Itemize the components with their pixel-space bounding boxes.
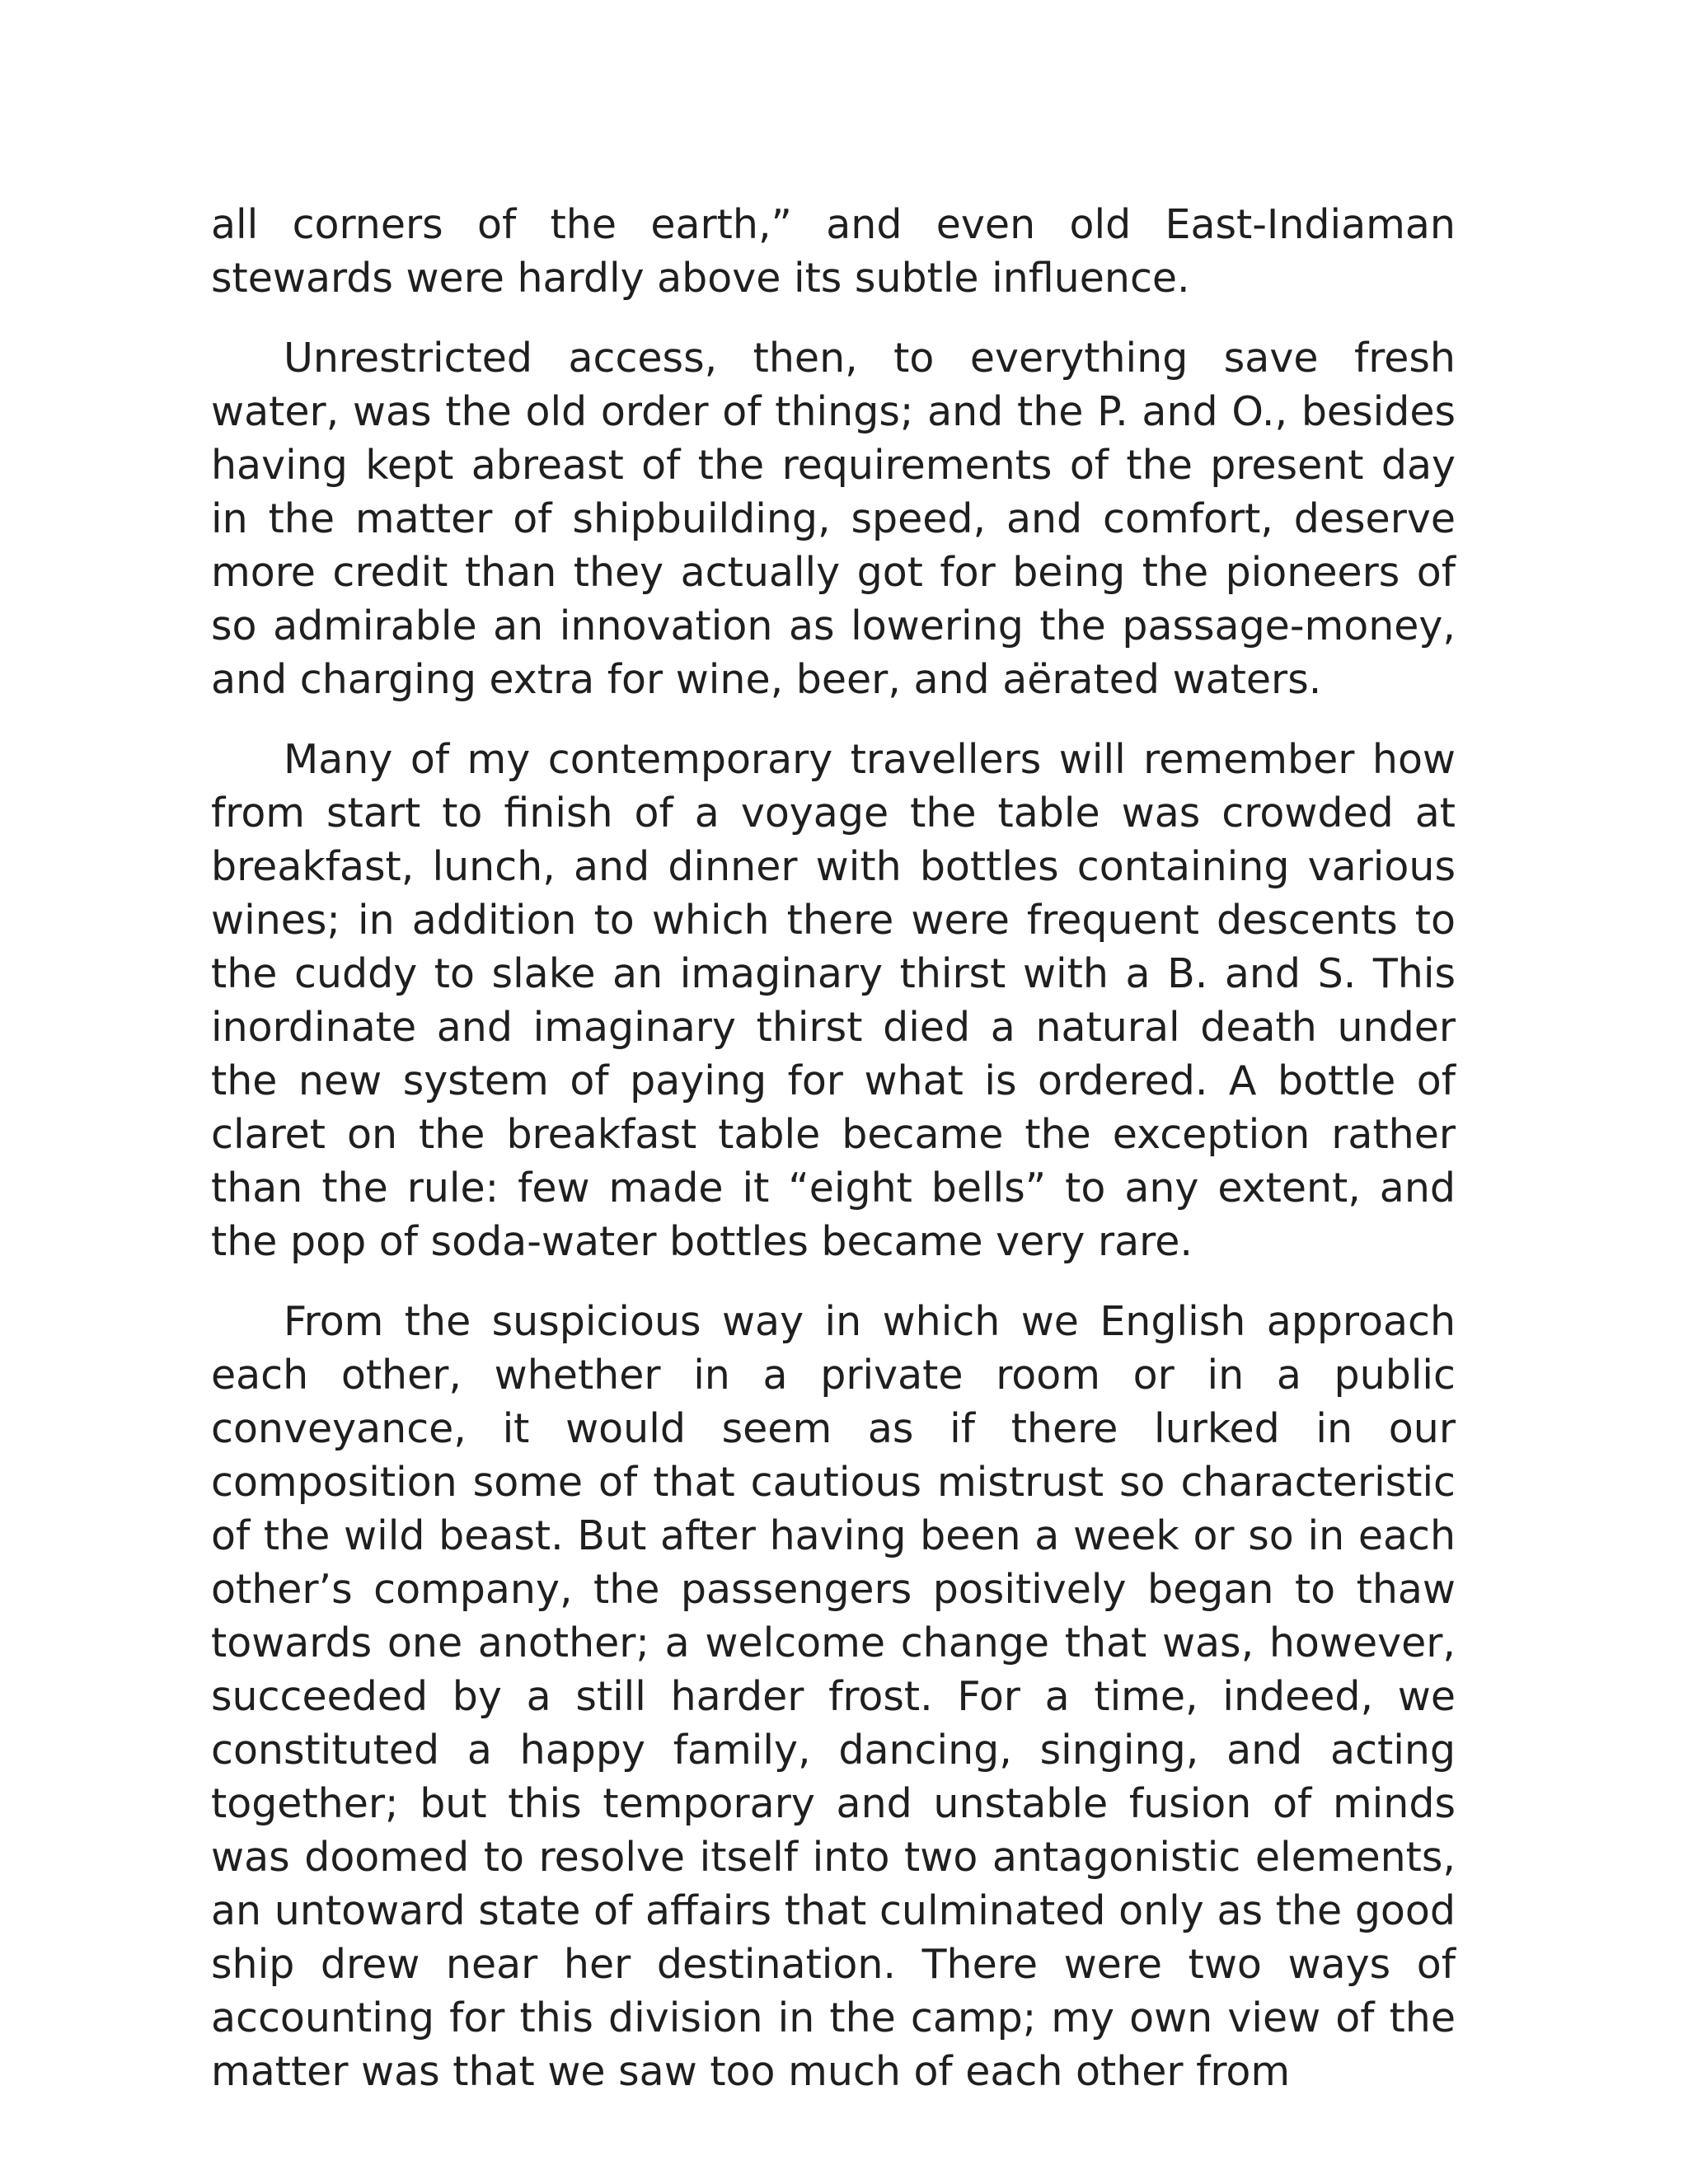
- paragraph-1: all corners of the earth,” and even old East-Indiaman stewards were hardly above its subtle influence.: [211, 201, 1456, 302]
- paragraph-2: Unrestricted access, then, to everything save fresh water, was the old order of things; and the P. and O., besides having kept abreast of the requirements of the present day in the matter of shipbuilding, speed, and comfort, deserve more credit than they actually got for being the pioneers of so admirable an innovation as lowering the passage-money, and charging extra for wine, beer, and aërated waters.: [211, 335, 1456, 703]
- paragraph-3: Many of my contemporary travellers will remember how from start to finish of a voyage the table was crowded at breakfast, lunch, and dinner with bottles containing various wines; in addition to which there were frequent descents to the cuddy to slake an imaginary thirst with a B. and S. This inordinate and imaginary thirst died a natural death under the new system of paying for what is ordered. A bottle of claret on the breakfast table became the exception rather than the rule: few made it “eight bells” to any extent, and the pop of soda-water bottles became very rare.: [211, 736, 1456, 1265]
- paragraph-4: From the suspicious way in which we English approach each other, whether in a private room or in a public conveyance, it would seem as if there lurked in our composition some of that cautious mistrust so characteristic of the wild beast. But after having been a week or so in each other’s company, the passengers positively began to thaw towards one another; a welcome change that was, however, succeeded by a still harder frost. For a time, indeed, we constituted a happy family, dancing, singing, and acting together; but this temporary and unstable fusion of minds was doomed to resolve itself into two antagonistic elements, an untoward state of affairs that culminated only as the good ship drew near her destination. There were two ways of accounting for this division in the camp; my own view of the matter was that we saw too much of each other from: [211, 1298, 1456, 2095]
- page-text-body: [211, 198, 1456, 2125]
